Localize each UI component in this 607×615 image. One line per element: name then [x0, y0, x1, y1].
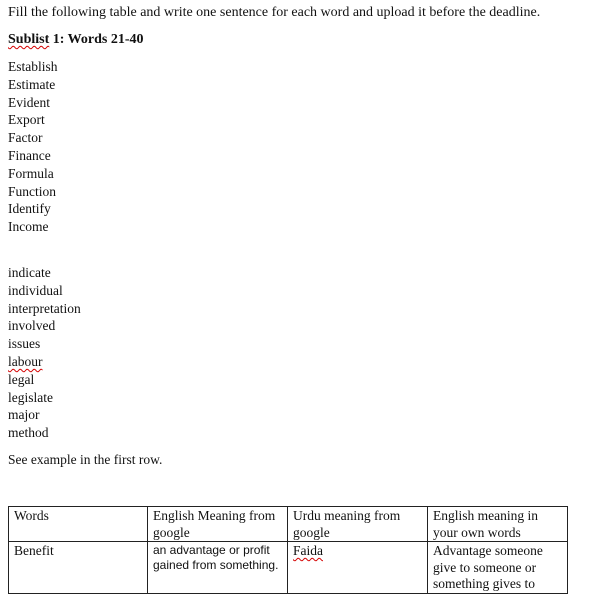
cell-english-google-text: an advantage or profit gained from something. — [153, 543, 279, 572]
header-english-google: English Meaning from google — [148, 507, 288, 542]
cell-own-words[interactable]: Advantage someone give to someone or something gives to — [428, 542, 568, 594]
word-item-flagged: labour — [8, 353, 43, 369]
table-header-row — [9, 507, 568, 542]
assignment-instruction: Fill the following table and write one sentence for each word and upload it before the deadline. — [8, 5, 541, 20]
word-item: method — [8, 425, 49, 441]
word-item: Estimate — [8, 76, 56, 92]
word-item — [8, 353, 81, 371]
word-item: major — [8, 407, 40, 423]
word-list-group-2 — [8, 264, 81, 442]
sublist-heading-word: Sublist — [8, 32, 50, 47]
sublist-heading — [8, 31, 144, 49]
header-urdu-google: Urdu meaning from google — [288, 507, 428, 542]
word-item: legislate — [8, 389, 53, 405]
cell-english-google[interactable] — [148, 542, 288, 594]
word-item: interpretation — [8, 300, 81, 316]
word-item: Function — [8, 183, 57, 199]
cell-urdu-google-text: Faida — [293, 543, 323, 558]
sublist-heading-rest: 1: Words 21-40 — [49, 32, 144, 47]
header-words: Words — [9, 507, 148, 542]
word-item: Formula — [8, 165, 54, 181]
word-item: Income — [8, 219, 49, 235]
header-own-words: English meaning in your own words — [428, 507, 568, 542]
table-row — [9, 542, 568, 594]
word-item: indicate — [8, 265, 51, 280]
vocabulary-table — [8, 506, 568, 594]
word-list-group-1 — [8, 58, 58, 236]
word-item: Finance — [8, 147, 51, 163]
word-item: individual — [8, 282, 63, 298]
word-item: legal — [8, 371, 35, 387]
word-item: Establish — [8, 59, 58, 74]
word-item: involved — [8, 318, 56, 334]
example-note: See example in the first row. — [8, 452, 163, 467]
word-item: Evident — [8, 94, 50, 110]
word-item: issues — [8, 336, 41, 352]
word-item: Export — [8, 112, 45, 128]
cell-word[interactable]: Benefit — [9, 542, 148, 594]
word-item: Factor — [8, 130, 43, 146]
word-item: Identify — [8, 201, 51, 217]
cell-urdu-google[interactable] — [288, 542, 428, 594]
